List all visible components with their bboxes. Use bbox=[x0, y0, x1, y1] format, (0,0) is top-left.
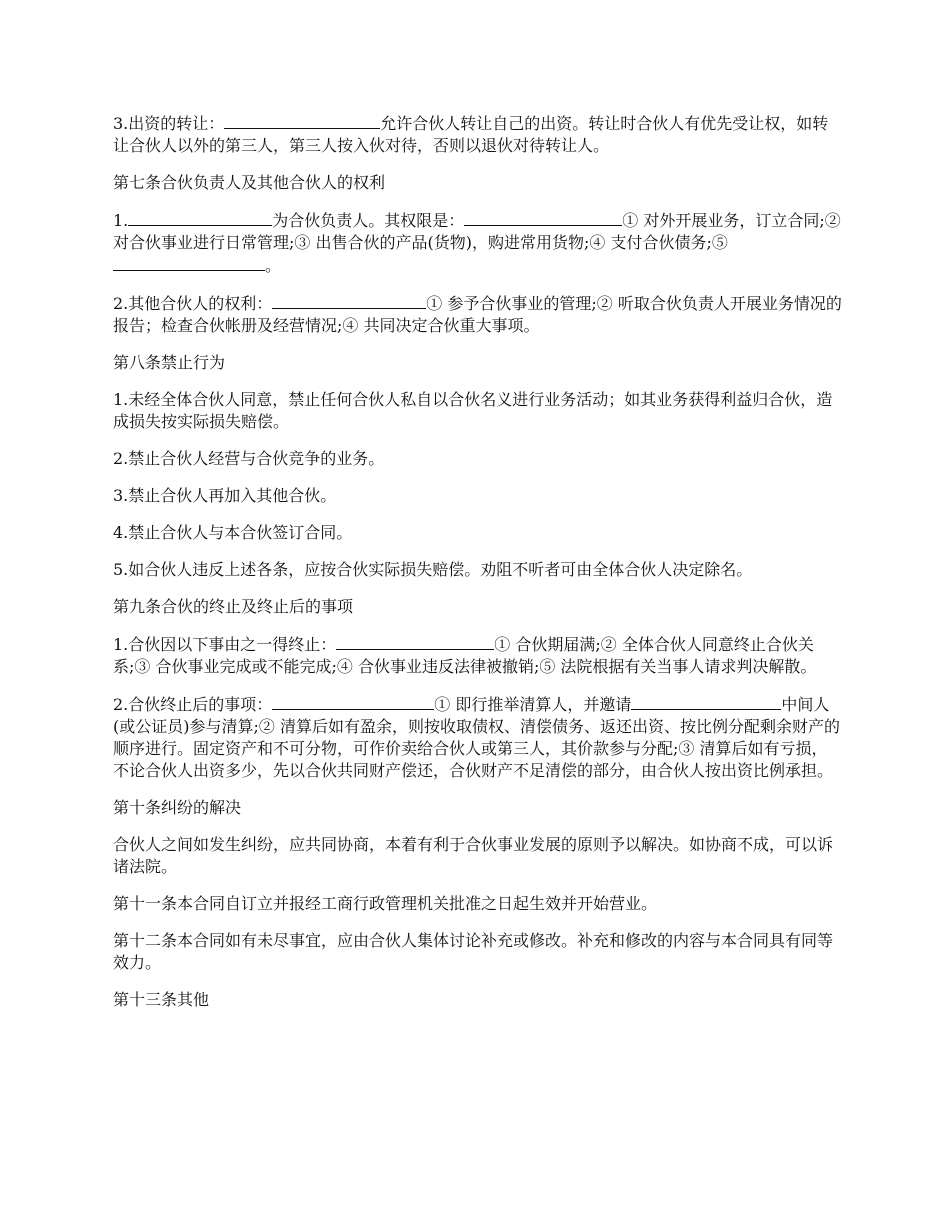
clause-6-item-3 bbox=[113, 112, 843, 157]
document-page bbox=[113, 112, 843, 1026]
article-8-heading: 第八条禁止行为 bbox=[113, 353, 226, 372]
item-text: 为合伙负责人。其权限是： bbox=[272, 211, 465, 230]
fill-in-blank[interactable] bbox=[336, 633, 494, 650]
clause-8-item-2: 2.禁止合伙人经营与合伙竞争的业务。 bbox=[113, 449, 385, 468]
clause-7-item-1 bbox=[113, 209, 843, 277]
fill-in-blank[interactable] bbox=[272, 693, 434, 710]
item-text: ① 合伙期届满;② 全体合伙人同意终止合伙关系;③ 合伙事业完成或不能完成;④ 合伙事业违反法律被撤销;⑤ 法院根据有关当事人请求判决解散。 bbox=[113, 635, 817, 676]
item-text: 。 bbox=[265, 256, 282, 275]
article-11: 第十一条本合同自订立并报经工商行政管理机关批准之日起生效并开始营业。 bbox=[113, 894, 658, 913]
clause-9-item-2 bbox=[113, 693, 843, 782]
item-label: 2.合伙终止后的事项： bbox=[113, 695, 273, 714]
fill-in-blank[interactable] bbox=[224, 112, 380, 129]
item-text: ① 对外开展业务，订立合同;② 对合伙事业进行日常管理;③ 出售合伙的产品(货物)，购进常用货物;④ 支付合伙债务;⑤ bbox=[113, 211, 841, 252]
fill-in-blank[interactable] bbox=[113, 254, 265, 271]
fill-in-blank[interactable] bbox=[272, 292, 426, 309]
clause-7-item-2 bbox=[113, 292, 843, 337]
clause-9-item-1 bbox=[113, 633, 843, 678]
fill-in-blank[interactable] bbox=[464, 209, 622, 226]
item-label: 1.合伙因以下事由之一得终止： bbox=[113, 635, 337, 654]
fill-in-blank[interactable] bbox=[128, 209, 272, 226]
article-10-heading: 第十条纠纷的解决 bbox=[113, 798, 242, 817]
clause-8-item-4: 4.禁止合伙人与本合伙签订合同。 bbox=[113, 523, 353, 542]
item-label: 2.其他合伙人的权利： bbox=[113, 294, 273, 313]
clause-8-item-5: 5.如合伙人违反上述各条，应按合伙实际损失赔偿。劝阻不听者可由全体合伙人决定除名。 bbox=[113, 560, 753, 579]
clause-10-text: 合伙人之间如发生纠纷，应共同协商，本着有利于合伙事业发展的原则予以解决。如协商不成，可以诉诸法院。 bbox=[113, 835, 834, 876]
article-12: 第十二条本合同如有未尽事宜，应由合伙人集体讨论补充或修改。补充和修改的内容与本合同具有同等效力。 bbox=[113, 931, 834, 972]
fill-in-blank[interactable] bbox=[631, 693, 781, 710]
item-label: 3.出资的转让： bbox=[113, 114, 225, 133]
article-7-heading: 第七条合伙负责人及其他合伙人的权利 bbox=[113, 173, 386, 192]
clause-8-item-3: 3.禁止合伙人再加入其他合伙。 bbox=[113, 486, 337, 505]
item-text: ① 即行推举清算人，并邀请 bbox=[434, 695, 632, 714]
item-text: ① 参予合伙事业的管理;② 听取合伙负责人开展业务情况的报告；检查合伙帐册及经营情况;④ 共同决定合伙重大事项。 bbox=[113, 294, 842, 335]
article-13-heading: 第十三条其他 bbox=[113, 990, 210, 1009]
clause-8-item-1: 1.未经全体合伙人同意，禁止任何合伙人私自以合伙名义进行业务活动；如其业务获得利益归合伙，造成损失按实际损失赔偿。 bbox=[113, 390, 833, 431]
item-text: 中间人(或公证员)参与清算;② 清算后如有盈余，则按收取债权、清偿债务、返还出资、按比例分配剩余财产的顺序进行。固定资产和不可分物，可作价卖给合伙人或第三人，其价款参与分配;③ 清算后如有亏损，不论合伙人出资多少，先以合伙共同财产偿还，合伙财产不足清偿的部分，由合伙人按出资比例承担。 bbox=[113, 695, 840, 780]
article-9-heading: 第九条合伙的终止及终止后的事项 bbox=[113, 597, 354, 616]
item-label: 1. bbox=[113, 211, 129, 230]
item-text: 允许合伙人转让自己的出资。转让时合伙人有优先受让权，如转让合伙人以外的第三人，第三人按入伙对待，否则以退伙对待转让人。 bbox=[113, 114, 829, 155]
